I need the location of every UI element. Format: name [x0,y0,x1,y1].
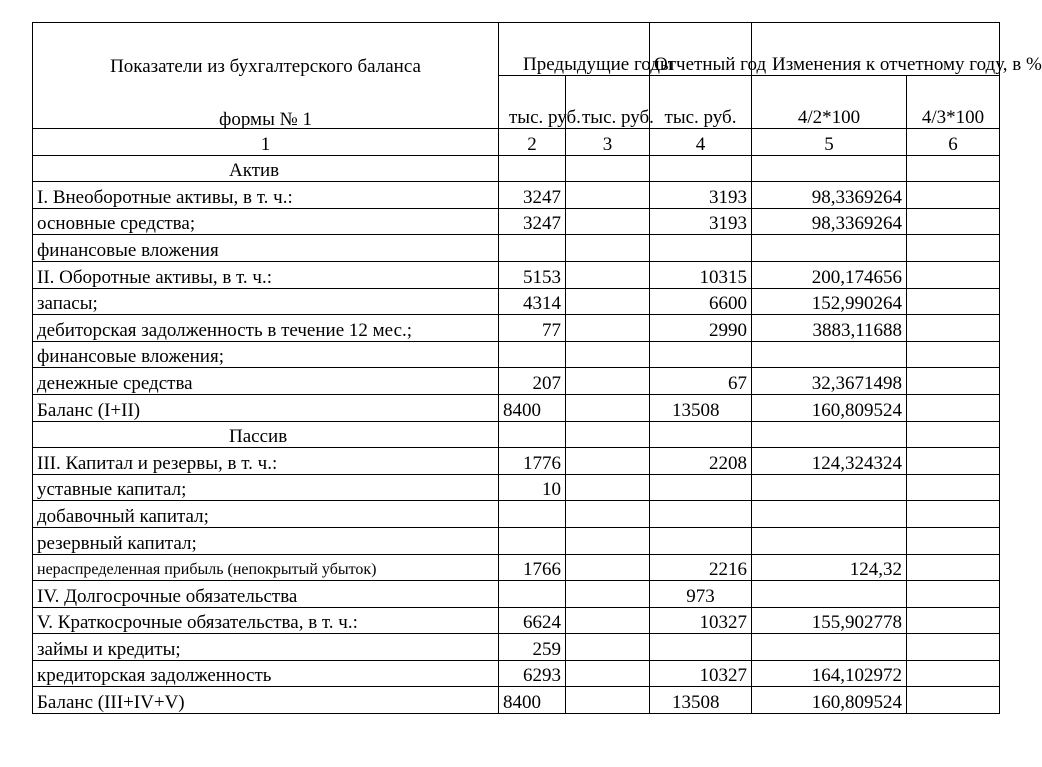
cell-col3 [566,581,650,608]
section-label: Пассив [33,421,499,448]
cell-col4 [650,235,752,262]
cell-col5: 160,809524 [752,687,907,714]
cell-col5: 164,102972 [752,660,907,687]
formula-col5: 4/2*100 [752,76,907,129]
changes-header: Изменения к отчетному году, в % [752,23,1000,76]
cell-col3 [566,261,650,288]
cell-col6 [907,448,1000,475]
balance-table [32,22,1042,714]
cell-col3 [566,208,650,235]
row-label: финансовые вложения; [33,341,499,368]
cell-col2: 6293 [499,660,566,687]
cell-col4: 10327 [650,660,752,687]
cell-col6 [907,554,1000,581]
table-row [33,527,1000,554]
cell-col3 [566,448,650,475]
column-number: 1 [33,129,499,156]
row-label: III. Капитал и резервы, в т. ч.: [33,448,499,475]
cell-col2: 1776 [499,448,566,475]
cell-col3 [566,634,650,661]
empty-cell [752,421,907,448]
cell-col4: 2216 [650,554,752,581]
cell-col4: 13508 [650,394,752,421]
cell-col6 [907,288,1000,315]
table-row [33,660,1000,687]
column-number: 5 [752,129,907,156]
table-row [33,261,1000,288]
table-row [33,368,1000,395]
row-label: Баланс (III+IV+V) [33,687,499,714]
row-label: V. Краткосрочные обязательства, в т. ч.: [33,607,499,634]
cell-col2 [499,235,566,262]
table-row [33,394,1000,421]
table-row [33,288,1000,315]
empty-cell [650,421,752,448]
cell-col2: 3247 [499,182,566,209]
cell-col6 [907,261,1000,288]
row-label: I. Внеоборотные активы, в т. ч.: [33,182,499,209]
table-row [33,235,1000,262]
header-row-1 [33,23,1000,76]
cell-col6 [907,660,1000,687]
cell-col6 [907,368,1000,395]
table-row [33,448,1000,475]
row-label: резервный капитал; [33,527,499,554]
cell-col3 [566,288,650,315]
table-row [33,501,1000,528]
unit-col3: тыс. руб. [566,76,650,129]
cell-col4 [650,474,752,501]
cell-col5: 124,32 [752,554,907,581]
cell-col3 [566,368,650,395]
row-label: займы и кредиты; [33,634,499,661]
cell-col3 [566,501,650,528]
table-row [33,554,1000,581]
formula-col6: 4/3*100 [907,76,1000,129]
report-year-header: Отчетный год [650,23,752,76]
cell-col4 [650,341,752,368]
empty-cell [907,155,1000,182]
column-number: 3 [566,129,650,156]
column-number: 2 [499,129,566,156]
empty-cell [752,155,907,182]
cell-col2: 259 [499,634,566,661]
cell-col6 [907,394,1000,421]
empty-cell [907,421,1000,448]
table-row [33,182,1000,209]
cell-col4: 67 [650,368,752,395]
cell-col2 [499,341,566,368]
empty-cell [650,155,752,182]
row-label: финансовые вложения [33,235,499,262]
cell-col5 [752,527,907,554]
table-row [33,341,1000,368]
cell-col3 [566,474,650,501]
cell-col3 [566,607,650,634]
cell-col2: 5153 [499,261,566,288]
table-row [33,607,1000,634]
cell-col5 [752,634,907,661]
empty-cell [566,155,650,182]
cell-col3 [566,341,650,368]
cell-col4 [650,634,752,661]
cell-col4: 2990 [650,315,752,342]
cell-col5: 3883,11688 [752,315,907,342]
section-row [33,155,1000,182]
cell-col2: 1766 [499,554,566,581]
cell-col4 [650,527,752,554]
row-label: Баланс (I+II) [33,394,499,421]
cell-col2: 207 [499,368,566,395]
row-label: основные средства; [33,208,499,235]
cell-col6 [907,208,1000,235]
cell-col6 [907,315,1000,342]
table-row [33,474,1000,501]
table-row [33,315,1000,342]
cell-col3 [566,660,650,687]
cell-col6 [907,581,1000,608]
cell-col5 [752,501,907,528]
row-label: денежные средства [33,368,499,395]
cell-col2: 77 [499,315,566,342]
cell-col2 [499,527,566,554]
cell-col3 [566,182,650,209]
row-label: добавочный капитал; [33,501,499,528]
empty-cell [499,421,566,448]
cell-col5: 98,3369264 [752,182,907,209]
empty-cell [499,155,566,182]
cell-col6 [907,634,1000,661]
cell-col4: 2208 [650,448,752,475]
cell-col4: 10315 [650,261,752,288]
cell-col5: 155,902778 [752,607,907,634]
cell-col2 [499,501,566,528]
row-label: дебиторская задолженность в течение 12 мес.; [33,315,499,342]
cell-col3 [566,687,650,714]
cell-col3 [566,315,650,342]
unit-col4: тыс. руб. [650,76,752,129]
cell-col4: 13508 [650,687,752,714]
table-row [33,687,1000,714]
table-row [33,581,1000,608]
column-number: 6 [907,129,1000,156]
column-number: 4 [650,129,752,156]
row-label: IV. Долгосрочные обязательства [33,581,499,608]
section-row [33,421,1000,448]
cell-col4 [650,501,752,528]
section-label: Актив [33,155,499,182]
cell-col2: 3247 [499,208,566,235]
cell-col6 [907,687,1000,714]
cell-col5 [752,235,907,262]
cell-col6 [907,474,1000,501]
cell-col5 [752,341,907,368]
cell-col2: 6624 [499,607,566,634]
cell-col4: 3193 [650,182,752,209]
row-label: кредиторская задолженность [33,660,499,687]
cell-col6 [907,341,1000,368]
cell-col5: 152,990264 [752,288,907,315]
cell-col6 [907,607,1000,634]
cell-col4: 973 [650,581,752,608]
cell-col2: 10 [499,474,566,501]
cell-col4: 10327 [650,607,752,634]
cell-col5: 124,324324 [752,448,907,475]
cell-col2: 8400 [499,394,566,421]
row-label: II. Оборотные активы, в т. ч.: [33,261,499,288]
cell-col2 [499,581,566,608]
unit-col2: тыс. руб. [499,76,566,129]
prev-years-header: Предыдущие годы [499,23,650,76]
cell-col6 [907,501,1000,528]
cell-col4: 3193 [650,208,752,235]
cell-col6 [907,182,1000,209]
cell-col5: 200,174656 [752,261,907,288]
cell-col5 [752,581,907,608]
data-rows [33,155,1000,713]
cell-col3 [566,235,650,262]
cell-col5 [752,474,907,501]
cell-col2: 8400 [499,687,566,714]
row-label: нераспределенная прибыль (непокрытый убыток) [33,554,499,581]
cell-col4: 6600 [650,288,752,315]
indicator-header-line2: формы № 1 [219,108,312,130]
cell-col6 [907,527,1000,554]
empty-cell [566,421,650,448]
cell-col6 [907,235,1000,262]
cell-col5: 32,3671498 [752,368,907,395]
cell-col3 [566,394,650,421]
column-number-row [33,129,1000,156]
cell-col2: 4314 [499,288,566,315]
row-label: запасы; [33,288,499,315]
cell-col3 [566,554,650,581]
indicator-header-line1: Показатели из бухгалтерского баланса [110,55,421,77]
row-label: уставные капитал; [33,474,499,501]
cell-col5: 98,3369264 [752,208,907,235]
cell-col3 [566,527,650,554]
indicator-header [33,23,499,129]
table-row [33,634,1000,661]
table-row [33,208,1000,235]
cell-col5: 160,809524 [752,394,907,421]
